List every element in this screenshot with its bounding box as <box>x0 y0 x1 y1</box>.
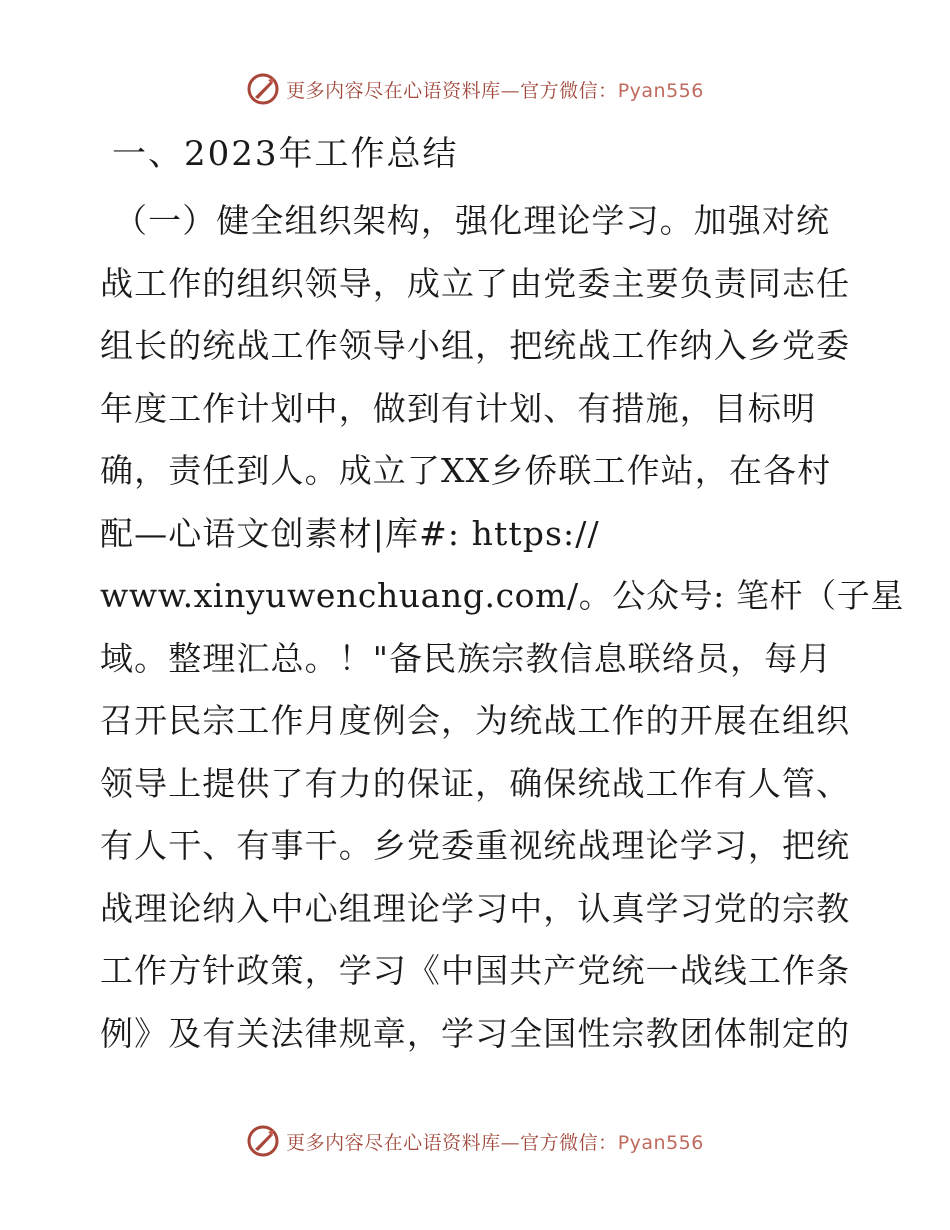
text-line: 领导上提供了有力的保证，确保统战工作有人管、 <box>100 763 851 803</box>
text-line: 域。整理汇总。！"备民族宗教信息联络员，每月 <box>100 638 833 678</box>
watermark-banner-bottom <box>0 1124 950 1158</box>
quill-logo-icon <box>246 1124 280 1158</box>
text-line: 工作方针政策，学习《中国共产党统一战线工作条 <box>100 951 851 990</box>
watermark-banner-top <box>0 72 950 106</box>
quill-logo-icon <box>246 72 280 106</box>
text-line: 确，责任到人。成立了XX乡侨联工作站，在各村 <box>100 451 832 490</box>
text-line: 召开民宗工作月度例会，为统战工作的开展在组织 <box>100 701 851 740</box>
body-paragraph <box>100 190 904 1065</box>
section-heading: 一、2023年工作总结 <box>112 134 459 174</box>
watermark-text: 更多内容尽在心语资料库—官方微信：Pyan556 <box>286 79 704 102</box>
text-line: 组长的统战工作领导小组，把统战工作纳入乡党委 <box>100 326 851 365</box>
text-line: 有人干、有事干。乡党委重视统战理论学习，把统 <box>100 826 851 865</box>
text-line: 配—心语文创素材|库#: https:// <box>100 513 600 553</box>
text-line: 年度工作计划中，做到有计划、有措施，目标明 <box>100 388 817 428</box>
text-line: （一）健全组织架构，强化理论学习。加强对统 <box>114 201 831 240</box>
text-line: www.xinyuwenchuang.com/。公众号: 笔杆（子星 <box>100 576 904 615</box>
text-line: 例》及有关法律规章，学习全国性宗教团体制定的 <box>100 1013 851 1053</box>
watermark-text: 更多内容尽在心语资料库—官方微信：Pyan556 <box>286 1131 704 1154</box>
text-line: 战工作的组织领导，成立了由党委主要负责同志任 <box>100 263 851 303</box>
text-line: 战理论纳入中心组理论学习中，认真学习党的宗教 <box>100 888 851 928</box>
